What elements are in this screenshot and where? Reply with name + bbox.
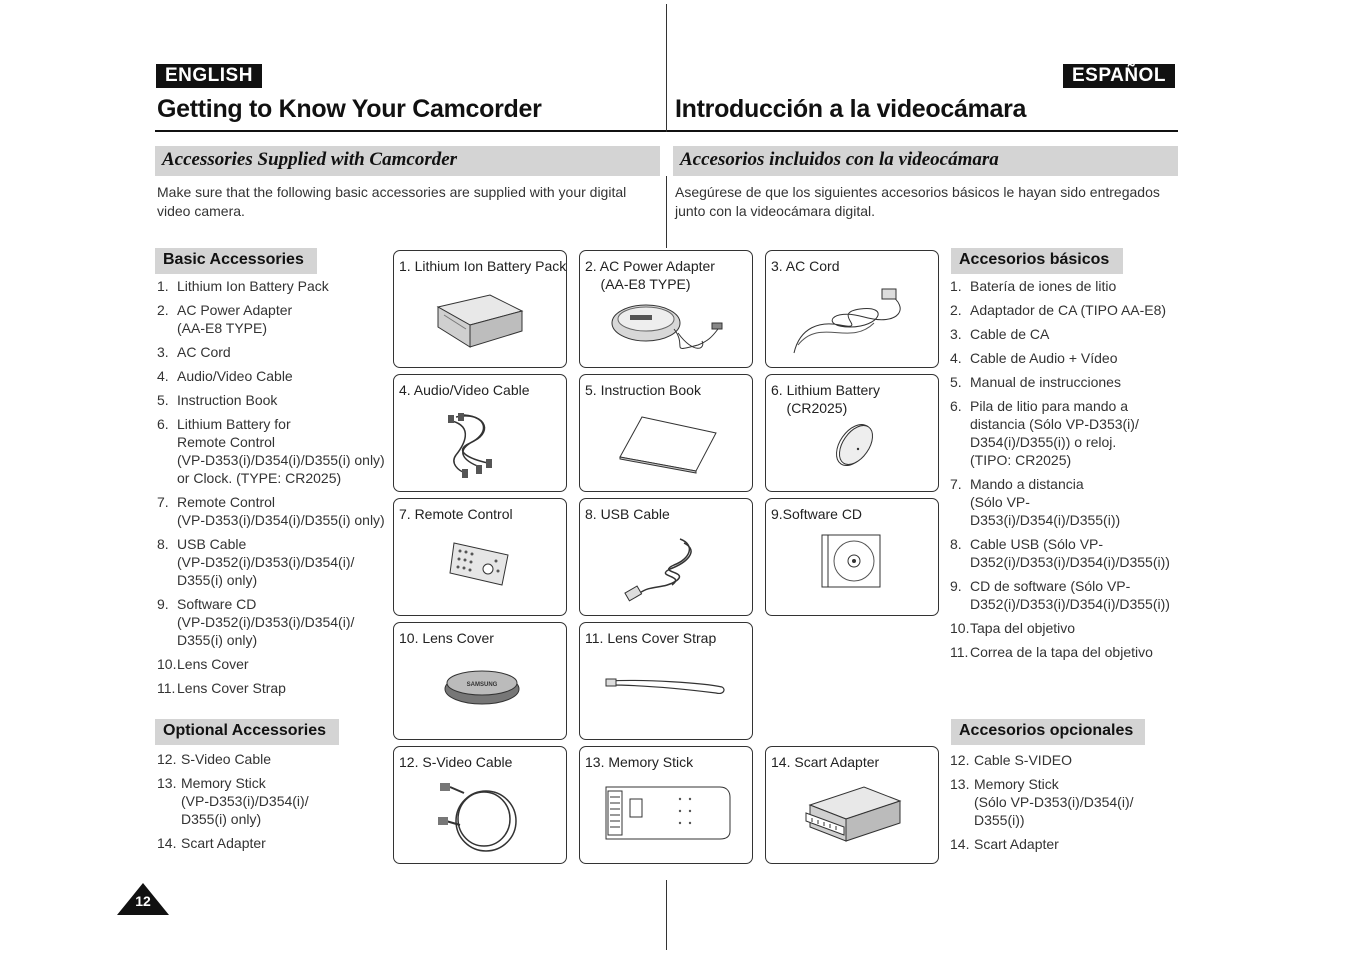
list-item-text: Software CD (VP-D352(i)/D353(i)/D354(i)/ D355(i) only) [177, 596, 355, 648]
list-item-text: CD de software (Sólo VP- D352(i)/D353(i)/D354(i)/D355(i)) [970, 578, 1170, 612]
list-item-text: Adaptador de CA (TIPO AA-E8) [970, 302, 1167, 318]
list-item-text: USB Cable (VP-D352(i)/D353(i)/D354(i)/ D355(i) only) [177, 536, 355, 588]
instruction-book-icon [618, 415, 718, 475]
list-item [950, 301, 1180, 319]
list-item-number: 10. [950, 620, 970, 636]
list-item-text: Memory Stick (VP-D353(i)/D354(i)/ D355(i) only) [181, 775, 309, 827]
list-item-text: Manual de instrucciones [970, 374, 1121, 390]
center-divider-mid [666, 176, 667, 248]
battery-pack-icon [432, 291, 528, 357]
list-item-text: Cable de Audio + Vídeo [970, 350, 1118, 366]
spanish-basic-heading [951, 248, 1123, 274]
list-item-text: Cable USB (Sólo VP- D352(i)/D353(i)/D354(i)/D355(i)) [970, 536, 1170, 570]
list-item [950, 577, 1180, 613]
ac-cord-icon [790, 287, 916, 357]
list-item-number: 9. [157, 596, 169, 612]
list-item-number: 4. [950, 350, 962, 366]
card-label: 4. Audio/Video Cable [399, 382, 530, 398]
english-basic-list [157, 277, 392, 703]
list-item-text: Audio/Video Cable [177, 368, 293, 384]
list-item-number: 5. [157, 392, 169, 408]
card-usb-cable [579, 498, 753, 616]
list-item [157, 277, 392, 295]
list-item-text: Mando a distancia (Sólo VP-D353(i)/D354(i)/D355(i)) [970, 476, 1121, 528]
english-basic-heading-label: Basic Accessories [163, 251, 304, 268]
spanish-page-title: Introducción a la videocámara [675, 95, 1027, 123]
list-item-number: 11. [950, 644, 969, 660]
list-item-number: 4. [157, 368, 169, 384]
card-label: 13. Memory Stick [585, 754, 694, 770]
list-item-number: 6. [950, 398, 962, 414]
scart-adapter-icon [804, 783, 904, 845]
card-label: 3. AC Cord [771, 258, 840, 274]
spanish-optional-heading-label: Accesorios opcionales [959, 722, 1134, 739]
spanish-optional-heading [951, 719, 1145, 745]
list-item [157, 493, 392, 529]
lens-strap-icon [604, 675, 728, 699]
list-item [950, 373, 1180, 391]
list-item [950, 619, 1180, 637]
card-lens-strap [579, 622, 753, 740]
list-item-number: 1. [950, 278, 962, 294]
card-software-cd [765, 498, 939, 616]
list-item-number: 6. [157, 416, 169, 432]
list-item [950, 397, 1180, 469]
list-item-text: Instruction Book [177, 392, 278, 408]
list-item-number: 8. [950, 536, 962, 552]
list-item-number: 14. [157, 835, 177, 851]
card-label: 11. Lens Cover Strap [585, 630, 717, 646]
list-item [950, 775, 1180, 829]
center-divider-top [666, 4, 667, 132]
list-item [950, 835, 1180, 853]
page-number: 12 [135, 893, 151, 909]
list-item-number: 5. [950, 374, 962, 390]
english-optional-heading [155, 719, 339, 745]
list-item [157, 595, 392, 649]
spanish-optional-list [950, 751, 1180, 859]
list-item-number: 3. [157, 344, 169, 360]
list-item-text: Lithium Battery for Remote Control (VP-D353(i)/D354(i)/D355(i) only) or Clock. (TYPE: CR2025) [177, 416, 385, 486]
list-item-number: 8. [157, 536, 169, 552]
list-item [157, 535, 392, 589]
card-label: 7. Remote Control [399, 506, 513, 522]
list-item [157, 391, 392, 409]
card-av-cable [393, 374, 567, 492]
list-item-text: Scart Adapter [974, 836, 1059, 852]
english-intro: Make sure that the following basic accessories are supplied with your digital video camera. [157, 184, 627, 219]
list-item-text: Tapa del objetivo [970, 620, 1076, 636]
list-item [950, 349, 1180, 367]
card-label: 9.Software CD [771, 506, 863, 522]
english-badge: ENGLISH [156, 64, 262, 88]
english-section-heading [155, 146, 660, 176]
memory-stick-icon [602, 783, 732, 841]
list-item-text: Memory Stick (Sólo VP-D353(i)/D354(i)/ D355(i)) [974, 776, 1134, 828]
card-instruction-book [579, 374, 753, 492]
list-item-text: Pila de litio para mando a distancia (Sólo VP-D353(i)/ D354(i)/D355(i)) o reloj. (TIPO: CR2025) [970, 398, 1139, 468]
list-item-text: Lens Cover [177, 656, 249, 672]
list-item-number: 14. [950, 836, 970, 852]
card-battery-pack [393, 250, 567, 368]
english-title-rule [155, 130, 666, 132]
spanish-basic-heading-label: Accesorios básicos [959, 251, 1110, 268]
list-item-number: 13. [157, 775, 177, 791]
spanish-badge: ESPAÑOL [1063, 64, 1175, 88]
card-ac-cord [765, 250, 939, 368]
card-coin-battery [765, 374, 939, 492]
card-label: 6. Lithium Battery (CR2025) [771, 382, 880, 416]
center-divider-bottom [666, 880, 667, 950]
list-item-text: Remote Control (VP-D353(i)/D354(i)/D355(i) only) [177, 494, 385, 528]
list-item [157, 750, 387, 768]
card-label: 10. Lens Cover [399, 630, 494, 646]
list-item [157, 834, 387, 852]
list-item-number: 12. [157, 751, 177, 767]
spanish-section-heading [673, 146, 1178, 176]
list-item-number: 2. [950, 302, 962, 318]
list-item-text: Scart Adapter [181, 835, 266, 851]
list-item-text: AC Power Adapter (AA-E8 TYPE) [177, 302, 293, 336]
card-label: 5. Instruction Book [585, 382, 701, 398]
coin-battery-icon [828, 419, 880, 471]
english-page-title: Getting to Know Your Camcorder [157, 95, 542, 123]
list-item [950, 325, 1180, 343]
software-cd-icon [820, 533, 884, 589]
card-ac-adapter [579, 250, 753, 368]
list-item-number: 1. [157, 278, 169, 294]
list-item-number: 7. [157, 494, 169, 510]
page-number-badge [117, 883, 169, 915]
list-item-number: 10. [157, 656, 177, 672]
list-item-number: 2. [157, 302, 169, 318]
list-item-number: 3. [950, 326, 962, 342]
card-memory-stick [579, 746, 753, 864]
list-item [950, 535, 1180, 571]
list-item [950, 751, 1180, 769]
usb-cable-icon [620, 535, 700, 605]
card-label: 14. Scart Adapter [771, 754, 880, 770]
spanish-basic-list [950, 277, 1180, 667]
list-item-text: AC Cord [177, 344, 231, 360]
list-item [157, 655, 392, 673]
card-label: 12. S-Video Cable [399, 754, 513, 770]
english-optional-list [157, 750, 387, 858]
spanish-section-title: Accesorios incluidos con la videocámara [680, 149, 999, 170]
card-label: 2. AC Power Adapter (AA-E8 TYPE) [585, 258, 715, 292]
english-basic-heading [155, 248, 317, 274]
spanish-title-rule [667, 130, 1178, 132]
svideo-cable-icon [438, 781, 522, 857]
card-remote-control [393, 498, 567, 616]
list-item [157, 367, 392, 385]
card-svideo-cable [393, 746, 567, 864]
card-lens-cover [393, 622, 567, 740]
list-item [157, 774, 387, 828]
list-item-text: Cable S-VIDEO [974, 752, 1073, 768]
list-item [950, 643, 1180, 661]
list-item [157, 343, 392, 361]
english-optional-heading-label: Optional Accessories [163, 722, 327, 739]
remote-control-icon [448, 539, 516, 589]
card-label: 1. Lithium Ion Battery Pack [399, 258, 567, 274]
list-item-text: Cable de CA [970, 326, 1050, 342]
list-item-number: 13. [950, 776, 970, 792]
card-scart-adapter [765, 746, 939, 864]
spanish-intro: Asegúrese de que los siguientes accesorios básicos le hayan sido entregados junto con la videocámara digital. [675, 184, 1160, 219]
list-item-text: Lithium Ion Battery Pack [177, 278, 329, 294]
list-item-text: S-Video Cable [181, 751, 272, 767]
ac-adapter-icon [608, 297, 728, 361]
list-item [157, 415, 392, 487]
list-item [157, 301, 392, 337]
list-item-text: Batería de iones de litio [970, 278, 1117, 294]
lens-cover-icon [442, 667, 522, 707]
english-section-title: Accessories Supplied with Camcorder [162, 149, 458, 170]
list-item-text: Correa de la tapa del objetivo [970, 644, 1153, 660]
list-item-number: 11. [157, 680, 176, 696]
card-label: 8. USB Cable [585, 506, 670, 522]
av-cable-icon [444, 411, 504, 481]
lens-cover-brand: SAMSUNG [466, 682, 498, 688]
list-item-number: 9. [950, 578, 962, 594]
list-item [950, 277, 1180, 295]
list-item-number: 7. [950, 476, 962, 492]
list-item-text: Lens Cover Strap [177, 680, 286, 696]
list-item-number: 12. [950, 752, 970, 768]
list-item [157, 679, 392, 697]
list-item [950, 475, 1180, 529]
